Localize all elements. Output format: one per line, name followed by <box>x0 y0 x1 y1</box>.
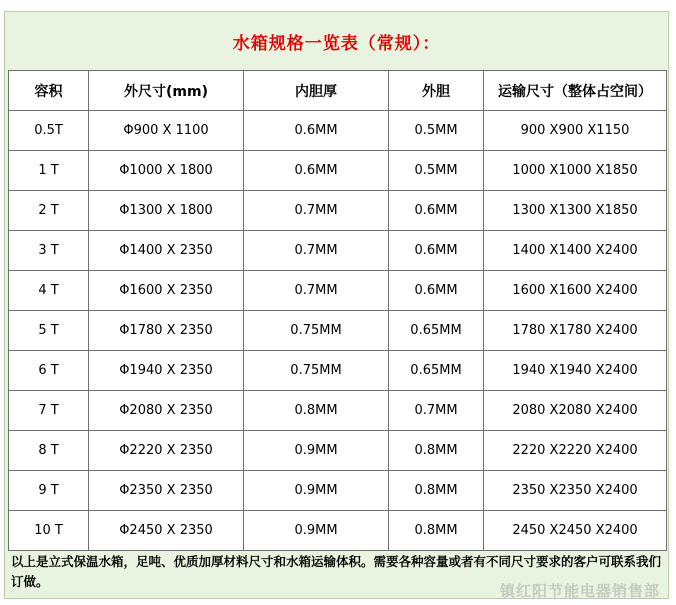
outer-size-cell: Φ1400 X 2350 <box>89 231 244 271</box>
inner-thickness-cell: 0.9MM <box>244 431 389 471</box>
outer-shell-cell: 0.6MM <box>389 231 484 271</box>
outer-size-cell: Φ2080 X 2350 <box>89 391 244 431</box>
capacity-cell: 1 T <box>9 151 89 191</box>
outer-size-cell: Φ1940 X 2350 <box>89 351 244 391</box>
header-capacity: 容积 <box>9 71 89 111</box>
shipping-size-cell: 2450 X2450 X2400 <box>484 511 667 551</box>
outer-shell-cell: 0.7MM <box>389 391 484 431</box>
shipping-size-cell: 1000 X1000 X1850 <box>484 151 667 191</box>
capacity-cell: 4 T <box>9 271 89 311</box>
table-row <box>9 231 667 271</box>
outer-shell-cell: 0.8MM <box>389 431 484 471</box>
outer-shell-cell: 0.5MM <box>389 151 484 191</box>
table-row <box>9 271 667 311</box>
outer-shell-cell: 0.65MM <box>389 311 484 351</box>
capacity-cell: 9 T <box>9 471 89 511</box>
spec-table <box>8 70 667 551</box>
outer-shell-cell: 0.5MM <box>389 111 484 151</box>
capacity-cell: 8 T <box>9 431 89 471</box>
table-row <box>9 351 667 391</box>
inner-thickness-cell: 0.7MM <box>244 191 389 231</box>
shipping-size-cell: 2220 X2220 X2400 <box>484 431 667 471</box>
table-row <box>9 511 667 551</box>
capacity-cell: 6 T <box>9 351 89 391</box>
sheet-title: 水箱规格一览表（常规）： <box>232 33 441 54</box>
capacity-cell: 0.5T <box>9 111 89 151</box>
outer-size-cell: Φ1780 X 2350 <box>89 311 244 351</box>
header-shipping-size: 运输尺寸（整体占空间） <box>484 71 667 111</box>
spec-sheet <box>4 11 669 599</box>
shipping-size-cell: 1300 X1300 X1850 <box>484 191 667 231</box>
inner-thickness-cell: 0.75MM <box>244 311 389 351</box>
capacity-cell: 7 T <box>9 391 89 431</box>
shipping-size-cell: 1600 X1600 X2400 <box>484 271 667 311</box>
outer-size-cell: Φ1300 X 1800 <box>89 191 244 231</box>
outer-shell-cell: 0.6MM <box>389 191 484 231</box>
inner-thickness-cell: 0.6MM <box>244 151 389 191</box>
outer-size-cell: Φ2350 X 2350 <box>89 471 244 511</box>
capacity-cell: 2 T <box>9 191 89 231</box>
header-outer-size: 外尺寸(mm) <box>89 71 244 111</box>
table-row <box>9 151 667 191</box>
header-row <box>9 71 667 111</box>
table-row <box>9 431 667 471</box>
capacity-cell: 10 T <box>9 511 89 551</box>
capacity-cell: 3 T <box>9 231 89 271</box>
shipping-size-cell: 2350 X2350 X2400 <box>484 471 667 511</box>
inner-thickness-cell: 0.75MM <box>244 351 389 391</box>
shipping-size-cell: 1780 X1780 X2400 <box>484 311 667 351</box>
table-row <box>9 111 667 151</box>
outer-size-cell: Φ2450 X 2350 <box>89 511 244 551</box>
shipping-size-cell: 1940 X1940 X2400 <box>484 351 667 391</box>
shipping-size-cell: 2080 X2080 X2400 <box>484 391 667 431</box>
footer-note: 以上是立式保温水箱，足吨、优质加厚材料尺寸和水箱运输体积。需要各种容量或者有不同尺寸要求的客户可联系我们订做。 <box>11 554 662 589</box>
table-row <box>9 471 667 511</box>
shipping-size-cell: 900 X900 X1150 <box>484 111 667 151</box>
outer-size-cell: Φ900 X 1100 <box>89 111 244 151</box>
inner-thickness-cell: 0.9MM <box>244 471 389 511</box>
header-outer-shell: 外胆 <box>389 71 484 111</box>
inner-thickness-cell: 0.6MM <box>244 111 389 151</box>
inner-thickness-cell: 0.7MM <box>244 231 389 271</box>
inner-thickness-cell: 0.7MM <box>244 271 389 311</box>
inner-thickness-cell: 0.9MM <box>244 511 389 551</box>
outer-shell-cell: 0.65MM <box>389 351 484 391</box>
watermark: 镇红阳节能电器销售部 <box>499 582 660 600</box>
outer-shell-cell: 0.8MM <box>389 511 484 551</box>
outer-shell-cell: 0.6MM <box>389 271 484 311</box>
outer-size-cell: Φ1600 X 2350 <box>89 271 244 311</box>
capacity-cell: 5 T <box>9 311 89 351</box>
outer-size-cell: Φ1000 X 1800 <box>89 151 244 191</box>
outer-size-cell: Φ2220 X 2350 <box>89 431 244 471</box>
shipping-size-cell: 1400 X1400 X2400 <box>484 231 667 271</box>
inner-thickness-cell: 0.8MM <box>244 391 389 431</box>
table-row <box>9 191 667 231</box>
outer-shell-cell: 0.8MM <box>389 471 484 511</box>
table-row <box>9 311 667 351</box>
table-row <box>9 391 667 431</box>
header-inner-thickness: 内胆厚 <box>244 71 389 111</box>
